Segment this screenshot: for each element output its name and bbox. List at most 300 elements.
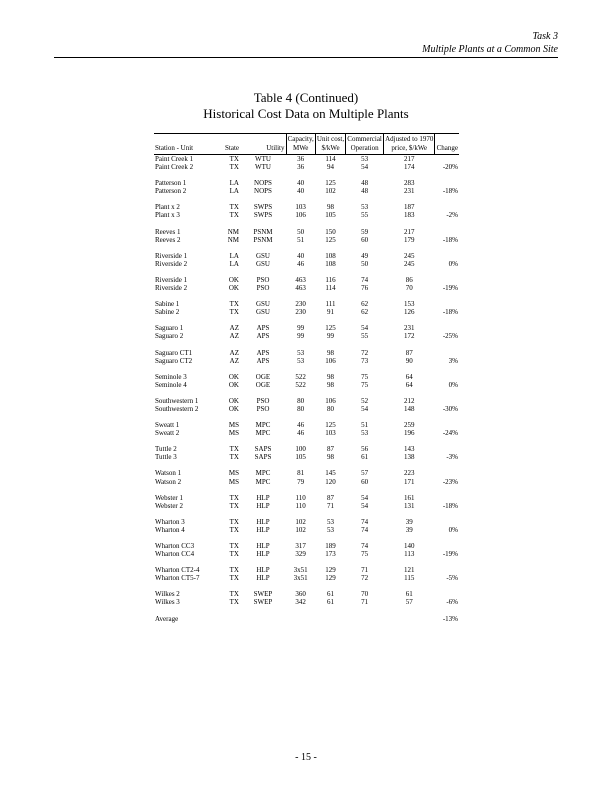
cell-adjusted-price: 86	[405, 275, 413, 284]
cell-unit-cost: 80	[327, 404, 335, 413]
cell-station-unit: Saguaro 1	[155, 324, 184, 333]
cell-state: MS	[228, 429, 239, 438]
cell-station-unit: Patterson 1	[155, 179, 187, 188]
column-header-utility	[240, 134, 286, 155]
cell-capacity: 110	[295, 493, 306, 502]
group-spacer	[154, 244, 459, 252]
cell-adjusted-price: 231	[403, 324, 415, 333]
table-row	[154, 502, 459, 510]
cell-state: TX	[229, 598, 239, 607]
cell-unit-cost: 98	[327, 348, 335, 357]
cell-adjusted-price: 174	[403, 163, 415, 172]
cell-capacity: 110	[295, 501, 306, 510]
cell-utility: HLP	[256, 566, 270, 575]
cell-unit-cost: 53	[327, 525, 335, 534]
group-spacer	[154, 534, 459, 542]
column-header-capacity	[286, 134, 315, 155]
table-row	[154, 550, 459, 558]
cell-station-unit: Watson 2	[155, 477, 182, 486]
table-row	[154, 494, 459, 502]
cell-station-unit: Wharton CC4	[155, 550, 195, 559]
page-number: - 15 -	[295, 752, 317, 763]
cell-commercial-operation: 61	[361, 453, 369, 462]
table-header-row	[154, 134, 459, 155]
cell-state: OK	[228, 404, 239, 413]
cell-unit-cost: 106	[325, 396, 336, 405]
cell-commercial-operation: 60	[361, 235, 369, 244]
cell-station-unit: Southwestern 1	[155, 396, 199, 405]
spacer-cell	[154, 510, 459, 518]
cell-commercial-operation: 71	[361, 566, 369, 575]
table-row	[154, 590, 459, 598]
cell-unit-cost: 105	[325, 211, 336, 220]
cell-adjusted-price: 161	[403, 493, 415, 502]
cell-state: TX	[229, 155, 239, 163]
spacer-cell	[154, 195, 459, 203]
cell-state: TX	[229, 308, 239, 317]
cell-unit-cost: 87	[327, 445, 335, 454]
cell-change: -2%	[446, 211, 458, 220]
cell-unit-cost: 98	[327, 453, 335, 462]
cell-adjusted-price: 113	[404, 550, 415, 559]
cell-capacity: 342	[295, 598, 306, 607]
cell-capacity: 53	[297, 356, 305, 365]
cell-capacity: 522	[295, 380, 306, 389]
cell-commercial-operation: 76	[361, 284, 369, 293]
cell-state: OK	[228, 284, 239, 293]
cell-state: TX	[229, 203, 239, 212]
cell-commercial-operation: 53	[361, 155, 369, 163]
cell-utility: HLP	[256, 493, 270, 502]
cell-unit-cost: 125	[325, 235, 336, 244]
table-row	[154, 373, 459, 381]
cell-commercial-operation: 55	[361, 332, 369, 341]
cell-commercial-operation: 59	[361, 227, 369, 236]
cell-change	[435, 469, 459, 477]
cell-station-unit: Seminole 4	[155, 380, 187, 389]
header-rule	[54, 57, 558, 58]
table-row	[154, 276, 459, 284]
cell-commercial-operation: 54	[361, 324, 369, 333]
cell-change	[435, 397, 459, 405]
cell-station-unit: Sweatt 1	[155, 421, 180, 430]
cell-state: TX	[229, 453, 239, 462]
cell-state: LA	[229, 179, 239, 188]
cell-station-unit: Paint Creek 1	[155, 155, 194, 163]
spacer-cell	[154, 292, 459, 300]
table-row	[154, 526, 459, 534]
cell-unit-cost: 98	[327, 203, 335, 212]
cell-change: -24%	[442, 429, 458, 438]
cell-adjusted-price: 115	[404, 574, 415, 583]
cell-adjusted-price: 138	[403, 453, 415, 462]
cell-capacity: 80	[297, 404, 305, 413]
cell-capacity: 80	[297, 396, 305, 405]
cell-station-unit: Patterson 2	[155, 187, 187, 196]
cell-utility: MPC	[255, 429, 271, 438]
cell-unit-cost: 114	[325, 155, 336, 163]
cell-utility: SAPS	[254, 445, 272, 454]
page-header	[422, 30, 558, 56]
cell-commercial-operation: 54	[361, 163, 369, 172]
table-row	[154, 518, 459, 526]
cell-commercial-operation: 53	[361, 203, 369, 212]
cell-utility: HLP	[256, 542, 270, 550]
cell-utility: SWPS	[253, 203, 273, 212]
cell-commercial-operation: 54	[361, 493, 369, 502]
table-row	[154, 381, 459, 389]
cell-station-unit: Reeves 2	[155, 235, 181, 244]
column-header-line: Commercial	[347, 135, 382, 143]
cell-unit-cost: 71	[327, 501, 335, 510]
cell-station-unit: Wharton 4	[155, 525, 185, 534]
cell-commercial-operation: 75	[361, 372, 369, 381]
cell-commercial-operation: 49	[361, 251, 369, 260]
cell-commercial-operation: 48	[361, 187, 369, 196]
cell-unit-cost: 99	[327, 332, 335, 341]
table-row	[154, 300, 459, 308]
cell-state: TX	[229, 501, 239, 510]
cell-commercial-operation: 72	[361, 348, 369, 357]
cell-commercial-operation: 56	[361, 445, 369, 454]
cell-change: -18%	[442, 235, 458, 244]
cell-station-unit: Saguaro CT2	[155, 356, 193, 365]
spacer-cell	[154, 220, 459, 228]
average-label: Average	[155, 614, 179, 623]
cell-unit-cost: 61	[327, 598, 335, 607]
column-header-change	[435, 134, 459, 155]
cell-adjusted-price: 61	[405, 590, 413, 599]
table-body	[154, 155, 459, 623]
column-header-line: Change	[436, 144, 458, 152]
cell-unit-cost: 53	[327, 517, 335, 526]
column-header-line: Unit cost,	[316, 135, 345, 143]
cell-capacity: 46	[297, 421, 305, 430]
cell-station-unit: Saguaro 2	[155, 332, 184, 341]
cell-capacity: 40	[297, 251, 305, 260]
cell-adjusted-price: 217	[403, 155, 415, 163]
spacer-cell	[154, 558, 459, 566]
cell-change: -30%	[442, 404, 458, 413]
cell-adjusted-price: 87	[405, 348, 413, 357]
cell-change: -5%	[446, 574, 458, 583]
cell-unit-cost: 61	[327, 590, 335, 599]
cell-adjusted-price: 223	[403, 469, 415, 478]
spacer-cell	[154, 461, 459, 469]
cell-state: NM	[227, 227, 239, 236]
cell-state: LA	[229, 187, 239, 196]
cell-change: -19%	[442, 550, 458, 559]
cell-station-unit: Tuttle 2	[155, 445, 177, 454]
cell-state: TX	[229, 517, 239, 526]
cell-commercial-operation: 55	[361, 211, 369, 220]
cell-change: -23%	[442, 477, 458, 486]
cell-commercial-operation: 54	[361, 501, 369, 510]
cell-commercial-operation: 62	[361, 308, 369, 317]
spacer-cell	[154, 389, 459, 397]
cell-station-unit: Riverside 1	[155, 251, 188, 260]
table-row	[154, 397, 459, 405]
cell-capacity: 3x51	[293, 566, 308, 575]
cell-change	[435, 590, 459, 598]
cell-capacity: 106	[295, 211, 306, 220]
cell-adjusted-price: 126	[403, 308, 415, 317]
table-title-line2: Historical Cost Data on Multiple Plants	[203, 106, 409, 121]
cell-unit-cost: 94	[327, 163, 335, 172]
cell-state: AZ	[229, 348, 239, 357]
cell-unit-cost: 98	[327, 380, 335, 389]
cell-commercial-operation: 75	[361, 380, 369, 389]
group-spacer	[154, 316, 459, 324]
cost-data-table	[154, 133, 459, 623]
cell-utility: HLP	[256, 574, 270, 583]
column-header-line: State	[225, 144, 239, 152]
cell-capacity: 102	[295, 525, 306, 534]
group-spacer	[154, 195, 459, 203]
cell-station-unit: Plant x 3	[155, 211, 180, 220]
cell-capacity: 100	[295, 445, 306, 454]
cell-capacity: 51	[297, 235, 305, 244]
table-row	[154, 445, 459, 453]
cell-unit-cost: 114	[325, 284, 336, 293]
cell-state: AZ	[229, 356, 239, 365]
table-row	[154, 469, 459, 477]
cell-change	[435, 566, 459, 574]
table-row	[154, 357, 459, 365]
cell-station-unit: Riverside 2	[155, 284, 188, 293]
cell-utility: MPC	[255, 469, 271, 478]
cell-station-unit: Sweatt 2	[155, 429, 180, 438]
cell-utility: SWPS	[253, 211, 273, 220]
header-task: Task 3	[532, 31, 558, 42]
column-header-line: price, $/kWe	[391, 144, 428, 152]
cell-state: TX	[229, 525, 239, 534]
cell-utility: APS	[256, 324, 270, 333]
cell-adjusted-price: 179	[403, 235, 415, 244]
spacer-cell	[154, 437, 459, 445]
column-header-unit-cost	[315, 134, 345, 155]
cell-utility: WTU	[255, 163, 271, 172]
cell-capacity: 40	[297, 179, 305, 188]
cell-change: 0%	[448, 525, 458, 534]
cell-unit-cost: 98	[327, 372, 335, 381]
cell-utility: WTU	[255, 155, 271, 163]
column-header-line: Capacity,	[287, 135, 314, 143]
cell-capacity: 79	[297, 477, 305, 486]
column-header-line: Operation	[350, 144, 379, 152]
cell-unit-cost: 125	[325, 179, 336, 188]
cell-adjusted-price: 39	[405, 517, 413, 526]
cell-unit-cost: 87	[327, 493, 335, 502]
cell-change	[435, 276, 459, 284]
cell-utility: PSO	[256, 275, 270, 284]
cell-station-unit: Webster 1	[155, 493, 184, 502]
cell-change	[435, 518, 459, 526]
column-header-line: $/kWe	[321, 144, 340, 152]
table-row	[154, 453, 459, 461]
cell-utility: PSNM	[253, 235, 273, 244]
cell-commercial-operation: 60	[361, 477, 369, 486]
cell-station-unit: Seminole 3	[155, 372, 187, 381]
cell-capacity: 103	[295, 203, 306, 212]
cell-utility: GSU	[255, 308, 270, 317]
cell-utility: HLP	[256, 501, 270, 510]
cell-adjusted-price: 143	[403, 445, 415, 454]
group-spacer	[154, 607, 459, 615]
cell-change	[435, 155, 459, 164]
cell-commercial-operation: 75	[361, 550, 369, 559]
cell-utility: APS	[256, 348, 270, 357]
cell-station-unit: Saguaro CT1	[155, 348, 193, 357]
spacer-cell	[154, 486, 459, 494]
cell-utility: OGE	[255, 372, 271, 381]
table-row	[154, 574, 459, 582]
cell-unit-cost: 116	[325, 275, 336, 284]
column-header-adjusted-price	[383, 134, 434, 155]
table-row	[154, 228, 459, 236]
cell-state: TX	[229, 542, 239, 550]
cell-adjusted-price: 187	[403, 203, 415, 212]
cell-capacity: 329	[295, 550, 306, 559]
cell-adjusted-price: 39	[405, 525, 413, 534]
cell-unit-cost: 106	[325, 356, 336, 365]
cell-utility: MPC	[255, 421, 271, 430]
group-spacer	[154, 486, 459, 494]
cell-state: TX	[229, 590, 239, 599]
table-title-line1: Table 4 (Continued)	[253, 90, 359, 105]
cell-state: NM	[227, 235, 239, 244]
cell-unit-cost: 173	[325, 550, 336, 559]
spacer-cell	[154, 582, 459, 590]
cell-utility: SAPS	[254, 453, 272, 462]
cell-adjusted-price: 245	[403, 251, 415, 260]
table-row	[154, 236, 459, 244]
cell-capacity: 522	[295, 372, 306, 381]
group-spacer	[154, 171, 459, 179]
cell-utility: APS	[256, 356, 270, 365]
cell-utility: HLP	[256, 550, 270, 559]
cell-unit-cost: 189	[325, 542, 336, 550]
cell-utility: APS	[256, 332, 270, 341]
cell-change: -3%	[446, 453, 458, 462]
table-row	[154, 429, 459, 437]
cell-change	[435, 228, 459, 236]
cell-utility: PSO	[256, 396, 270, 405]
table-row	[154, 421, 459, 429]
cell-utility: GSU	[255, 259, 270, 268]
table-row	[154, 405, 459, 413]
cell-adjusted-price: 70	[405, 284, 413, 293]
cell-unit-cost: 103	[325, 429, 336, 438]
cell-capacity: 99	[297, 324, 305, 333]
table-row	[154, 566, 459, 574]
cell-commercial-operation: 53	[361, 429, 369, 438]
cell-state: MS	[228, 469, 239, 478]
cell-utility: SWEP	[253, 590, 273, 599]
cell-station-unit: Wharton 3	[155, 517, 185, 526]
cell-capacity: 81	[297, 469, 305, 478]
table-header	[154, 134, 459, 155]
cell-state: OK	[228, 380, 239, 389]
cell-unit-cost: 108	[325, 251, 336, 260]
cell-station-unit: Riverside 2	[155, 259, 188, 268]
cell-commercial-operation: 74	[361, 542, 369, 550]
group-spacer	[154, 292, 459, 300]
table-row	[154, 155, 459, 164]
table-row	[154, 163, 459, 171]
cell-station-unit: Wharton CT2-4	[155, 566, 200, 575]
spacer-cell	[154, 534, 459, 542]
cell-change	[435, 203, 459, 211]
cell-capacity: 36	[297, 155, 305, 163]
cell-adjusted-price: 140	[403, 542, 415, 550]
table-row	[154, 324, 459, 332]
spacer-cell	[154, 171, 459, 179]
table-row	[154, 542, 459, 550]
cell-change	[435, 421, 459, 429]
cell-unit-cost: 125	[325, 421, 336, 430]
average-row	[154, 615, 459, 623]
cell-utility: PSNM	[253, 227, 273, 236]
cell-adjusted-price: 259	[403, 421, 415, 430]
cell-utility: PSO	[256, 284, 270, 293]
cell-state: MS	[228, 477, 239, 486]
group-spacer	[154, 582, 459, 590]
column-header-commercial-operation	[346, 134, 384, 155]
cell-utility: PSO	[256, 404, 270, 413]
cell-capacity: 36	[297, 163, 305, 172]
cell-adjusted-price: 217	[403, 227, 415, 236]
table-row	[154, 284, 459, 292]
cell-change	[435, 252, 459, 260]
cell-station-unit: Wilkes 2	[155, 590, 180, 599]
cell-capacity: 46	[297, 429, 305, 438]
cell-change: -18%	[442, 501, 458, 510]
cell-capacity: 360	[295, 590, 306, 599]
cell-change	[435, 373, 459, 381]
cell-utility: NOPS	[254, 187, 272, 196]
table-row	[154, 211, 459, 219]
table-row	[154, 203, 459, 211]
cell-state: OK	[228, 275, 239, 284]
table-title	[0, 90, 612, 122]
spacer-cell	[154, 607, 459, 615]
cell-adjusted-price: 153	[403, 300, 415, 309]
cell-capacity: 102	[295, 517, 306, 526]
cell-change	[435, 542, 459, 550]
cell-capacity: 40	[297, 187, 305, 196]
cell-commercial-operation: 52	[361, 396, 369, 405]
cell-adjusted-price: 283	[403, 179, 415, 188]
cell-state: OK	[228, 372, 239, 381]
column-header-line: Utility	[266, 144, 285, 152]
cell-unit-cost: 125	[325, 324, 336, 333]
average-empty	[220, 615, 435, 623]
group-spacer	[154, 413, 459, 421]
cell-station-unit: Watson 1	[155, 469, 182, 478]
table-row	[154, 187, 459, 195]
spacer-cell	[154, 244, 459, 252]
cell-state: TX	[229, 300, 239, 309]
cell-change: -20%	[442, 163, 458, 172]
cell-adjusted-price: 212	[403, 396, 415, 405]
cell-capacity: 463	[295, 284, 306, 293]
cell-adjusted-price: 171	[403, 477, 415, 486]
table-row	[154, 252, 459, 260]
cell-unit-cost: 129	[325, 566, 336, 575]
cell-utility: NOPS	[254, 179, 272, 188]
column-header-line: Station - Unit	[155, 144, 194, 152]
